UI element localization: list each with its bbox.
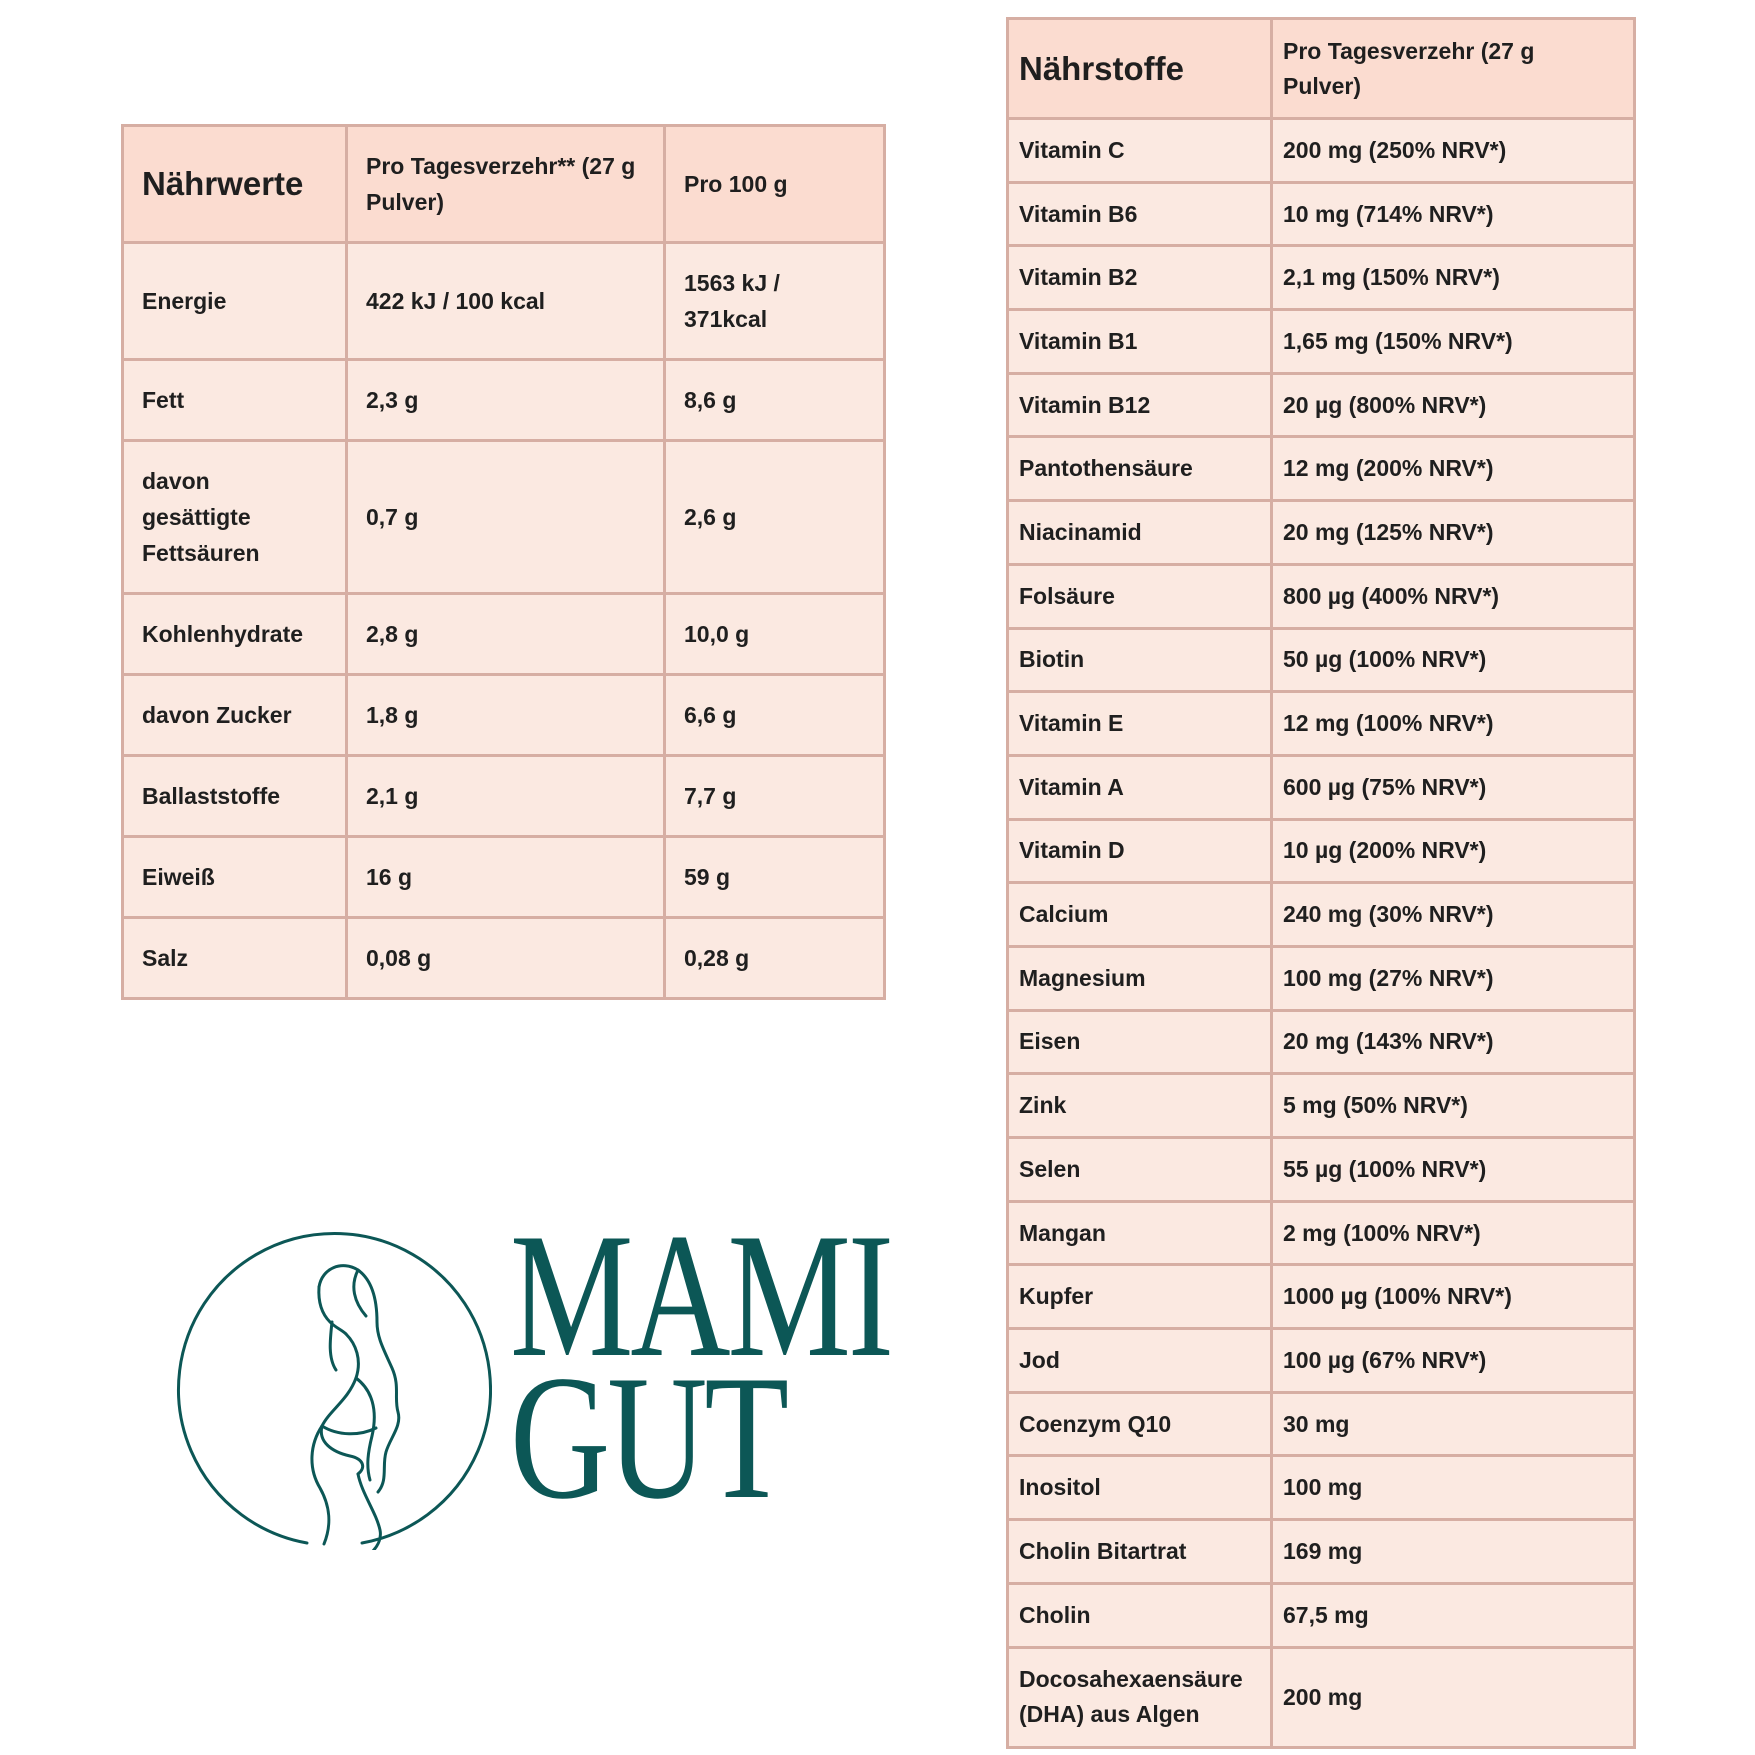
- nutrient-value: 20 µg (800% NRV*): [1272, 373, 1635, 437]
- table-row: [1008, 310, 1635, 374]
- table-row: [1008, 692, 1635, 756]
- brand-logo: [172, 1196, 891, 1550]
- nutrient-value: 20 mg (125% NRV*): [1272, 501, 1635, 565]
- table-row: [1008, 437, 1635, 501]
- nutrient-name: davon gesättigte Fettsäuren: [123, 441, 347, 594]
- nutrient-name: Ballaststoffe: [123, 756, 347, 837]
- nutrient-name: Inositol: [1008, 1456, 1272, 1520]
- nutrient-name: Vitamin D: [1008, 819, 1272, 883]
- value-per-day: 422 kJ / 100 kcal: [347, 243, 665, 360]
- nutrient-name: Energie: [123, 243, 347, 360]
- table-row: [1008, 946, 1635, 1010]
- nutrient-name: Cholin Bitartrat: [1008, 1520, 1272, 1584]
- table-row: [1008, 883, 1635, 947]
- table-row: [1008, 1647, 1635, 1747]
- nutrient-name: Vitamin B1: [1008, 310, 1272, 374]
- value-per-100: 7,7 g: [665, 756, 885, 837]
- nutrient-value: 2,1 mg (150% NRV*): [1272, 246, 1635, 310]
- nutrient-name: Vitamin B6: [1008, 182, 1272, 246]
- nutrient-name: Kupfer: [1008, 1265, 1272, 1329]
- nutrient-name: Vitamin C: [1008, 119, 1272, 183]
- table-row: [1008, 246, 1635, 310]
- nutrient-name: davon Zucker: [123, 675, 347, 756]
- value-per-day: 1,8 g: [347, 675, 665, 756]
- value-per-100: 8,6 g: [665, 360, 885, 441]
- nutrient-value: 50 µg (100% NRV*): [1272, 628, 1635, 692]
- table-row: [123, 441, 885, 594]
- table-row: [1008, 819, 1635, 883]
- table-row: [1008, 182, 1635, 246]
- nutrient-name: Folsäure: [1008, 564, 1272, 628]
- nutrient-name: Docosahexaensäure (DHA) aus Algen: [1008, 1647, 1272, 1747]
- value-per-100: 1563 kJ / 371kcal: [665, 243, 885, 360]
- nutrient-name: Vitamin E: [1008, 692, 1272, 756]
- table-row: [1008, 501, 1635, 565]
- col-header-per-100: Pro 100 g: [665, 126, 885, 243]
- nutrient-value: 10 µg (200% NRV*): [1272, 819, 1635, 883]
- table-row: [1008, 1583, 1635, 1647]
- table-row: [1008, 628, 1635, 692]
- nutrient-name: Salz: [123, 918, 347, 999]
- nutrient-name: Cholin: [1008, 1583, 1272, 1647]
- nutrient-name: Vitamin B2: [1008, 246, 1272, 310]
- value-per-100: 6,6 g: [665, 675, 885, 756]
- nutrient-name: Calcium: [1008, 883, 1272, 947]
- value-per-day: 0,7 g: [347, 441, 665, 594]
- value-per-day: 16 g: [347, 837, 665, 918]
- table-row: [123, 675, 885, 756]
- pregnant-woman-circle-icon: [172, 1230, 492, 1550]
- nutrient-value: 169 mg: [1272, 1520, 1635, 1584]
- value-per-100: 10,0 g: [665, 594, 885, 675]
- naehrstoffe-header-row: [1008, 19, 1635, 119]
- nutrient-value: 55 µg (100% NRV*): [1272, 1138, 1635, 1202]
- nutrient-name: Vitamin A: [1008, 755, 1272, 819]
- table-row: [1008, 119, 1635, 183]
- table-row: [123, 594, 885, 675]
- nutrient-name: Pantothensäure: [1008, 437, 1272, 501]
- nutrient-value: 200 mg (250% NRV*): [1272, 119, 1635, 183]
- table-row: [1008, 1456, 1635, 1520]
- logo-text-line1: MAMI: [510, 1196, 891, 1394]
- nutrient-name: Mangan: [1008, 1201, 1272, 1265]
- nutrient-name: Selen: [1008, 1138, 1272, 1202]
- nutrient-value: 10 mg (714% NRV*): [1272, 182, 1635, 246]
- nutrient-value: 12 mg (200% NRV*): [1272, 437, 1635, 501]
- nutrient-value: 100 µg (67% NRV*): [1272, 1329, 1635, 1393]
- nutrient-value: 1,65 mg (150% NRV*): [1272, 310, 1635, 374]
- value-per-day: 2,8 g: [347, 594, 665, 675]
- table-row: [1008, 1074, 1635, 1138]
- nutrient-value: 100 mg (27% NRV*): [1272, 946, 1635, 1010]
- nutrient-name: Eiweiß: [123, 837, 347, 918]
- table-row: [1008, 1329, 1635, 1393]
- nutrient-value: 240 mg (30% NRV*): [1272, 883, 1635, 947]
- table-row: [123, 360, 885, 441]
- table-row: [123, 243, 885, 360]
- nutrient-value: 30 mg: [1272, 1392, 1635, 1456]
- table-row: [1008, 1392, 1635, 1456]
- nutrient-name: Fett: [123, 360, 347, 441]
- col-header-per-day: Pro Tagesverzehr** (27 g Pulver): [347, 126, 665, 243]
- table-row: [123, 756, 885, 837]
- nutrient-name: Niacinamid: [1008, 501, 1272, 565]
- value-per-day: 2,1 g: [347, 756, 665, 837]
- nutrient-name: Jod: [1008, 1329, 1272, 1393]
- table-row: [1008, 564, 1635, 628]
- table-row: [1008, 373, 1635, 437]
- nutrient-value: 20 mg (143% NRV*): [1272, 1010, 1635, 1074]
- value-per-100: 59 g: [665, 837, 885, 918]
- table-row: [1008, 1138, 1635, 1202]
- nutrient-name: Zink: [1008, 1074, 1272, 1138]
- naehrwerte-title: Nährwerte: [123, 126, 347, 243]
- naehrstoffe-table: [1006, 17, 1636, 1749]
- nutrient-value: 200 mg: [1272, 1647, 1635, 1747]
- nutrient-value: 800 µg (400% NRV*): [1272, 564, 1635, 628]
- nutrient-name: Magnesium: [1008, 946, 1272, 1010]
- naehrwerte-header-row: [123, 126, 885, 243]
- value-per-day: 0,08 g: [347, 918, 665, 999]
- table-row: [1008, 1201, 1635, 1265]
- table-row: [123, 918, 885, 999]
- nutrient-value: 12 mg (100% NRV*): [1272, 692, 1635, 756]
- value-per-day: 2,3 g: [347, 360, 665, 441]
- table-row: [123, 837, 885, 918]
- nutrient-value: 5 mg (50% NRV*): [1272, 1074, 1635, 1138]
- logo-text-line2: GUT: [510, 1338, 786, 1536]
- nutrient-value: 100 mg: [1272, 1456, 1635, 1520]
- table-row: [1008, 1265, 1635, 1329]
- col-header-per-day: Pro Tagesverzehr (27 g Pulver): [1272, 19, 1635, 119]
- naehrwerte-table: [121, 124, 886, 1000]
- value-per-100: 2,6 g: [665, 441, 885, 594]
- nutrient-name: Biotin: [1008, 628, 1272, 692]
- nutrient-value: 1000 µg (100% NRV*): [1272, 1265, 1635, 1329]
- nutrient-name: Eisen: [1008, 1010, 1272, 1074]
- table-row: [1008, 755, 1635, 819]
- nutrient-value: 600 µg (75% NRV*): [1272, 755, 1635, 819]
- naehrstoffe-title: Nährstoffe: [1008, 19, 1272, 119]
- table-row: [1008, 1520, 1635, 1584]
- table-row: [1008, 1010, 1635, 1074]
- nutrient-value: 67,5 mg: [1272, 1583, 1635, 1647]
- nutrient-name: Vitamin B12: [1008, 373, 1272, 437]
- nutrient-name: Kohlenhydrate: [123, 594, 347, 675]
- value-per-100: 0,28 g: [665, 918, 885, 999]
- nutrient-value: 2 mg (100% NRV*): [1272, 1201, 1635, 1265]
- nutrient-name: Coenzym Q10: [1008, 1392, 1272, 1456]
